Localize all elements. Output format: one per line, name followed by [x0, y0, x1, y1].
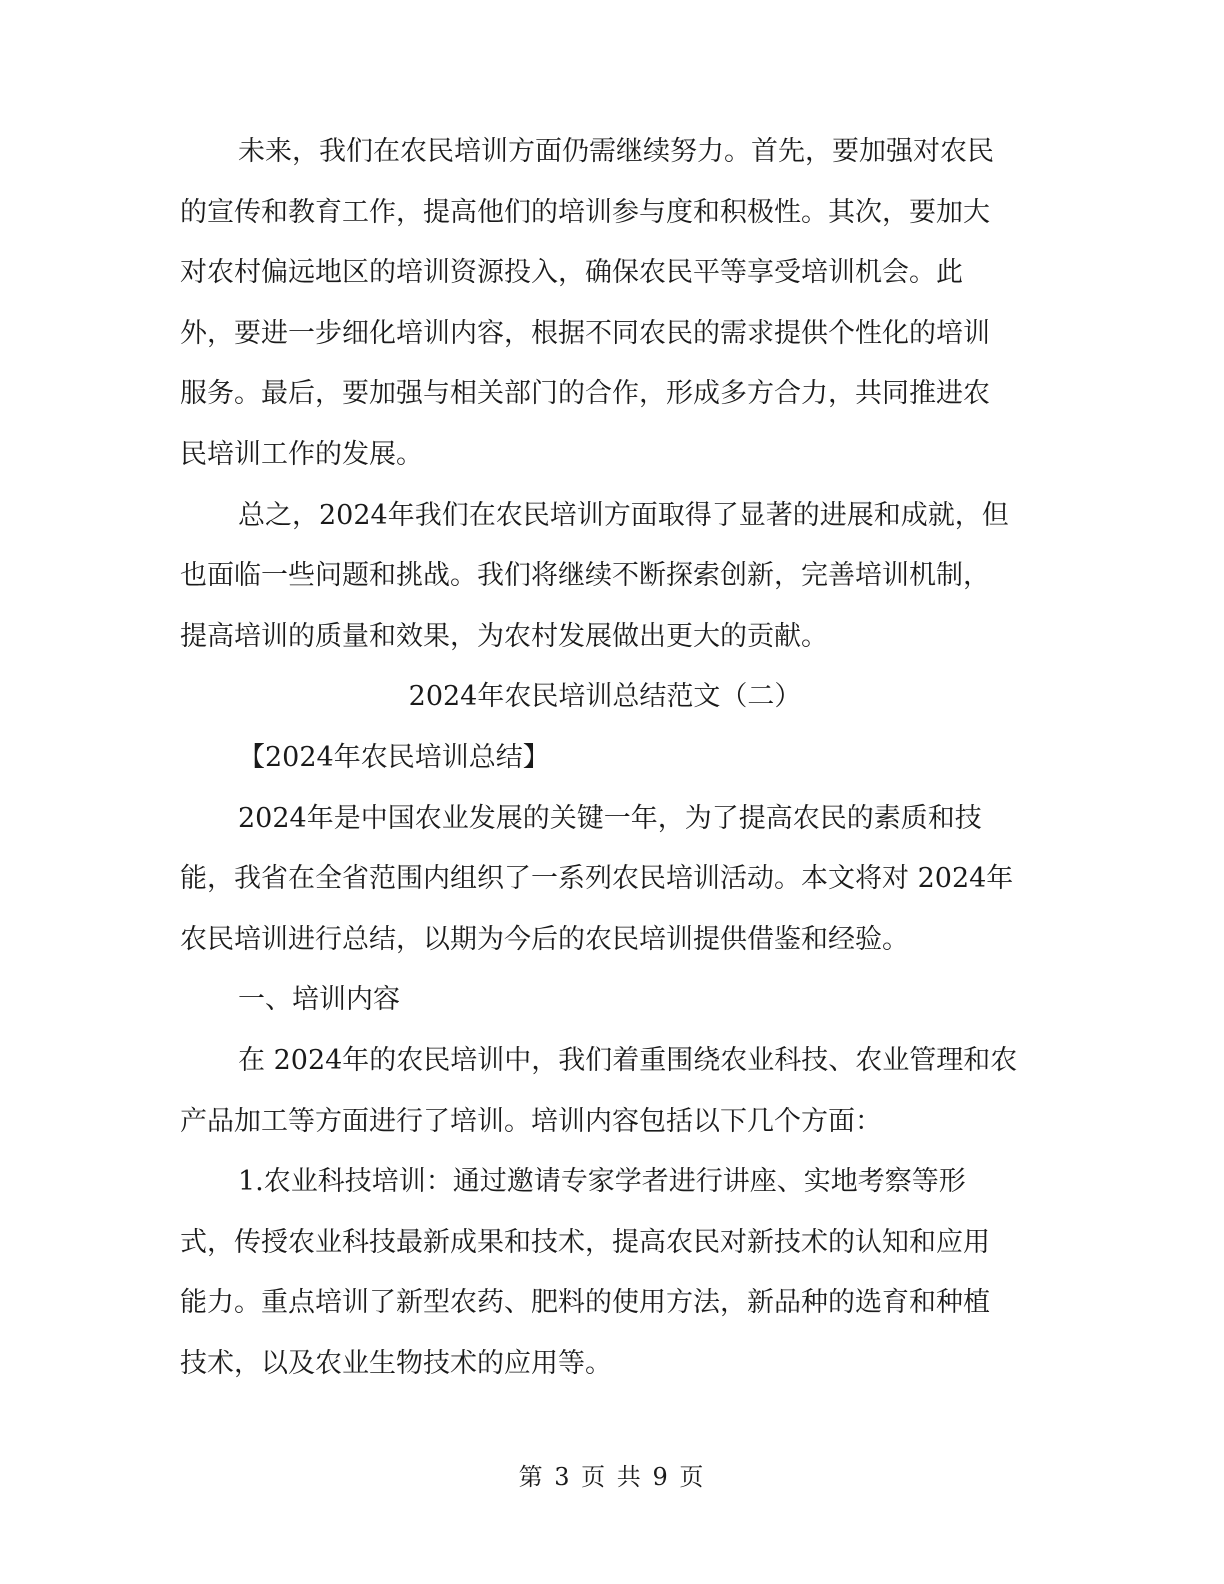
paragraph-line: 技术，以及农业生物技术的应用等。 — [180, 1347, 612, 1379]
subsection-heading: 一、培训内容 — [238, 984, 400, 1016]
paragraph-line: 提高培训的质量和效果，为农村发展做出更大的贡献。 — [180, 620, 828, 652]
paragraph-line: 在 2024年的农民培训中，我们着重围绕农业科技、农业管理和农 — [238, 1044, 1018, 1076]
list-item-line: 1.农业科技培训：通过邀请专家学者进行讲座、实地考察等形 — [238, 1166, 966, 1198]
paragraph-line: 能，我省在全省范围内组织了一系列农民培训活动。本文将对 2024年 — [180, 863, 1014, 895]
paragraph-line: 服务。最后，要加强与相关部门的合作，形成多方合力，共同推进农 — [180, 378, 990, 410]
paragraph-line: 民培训工作的发展。 — [180, 438, 423, 470]
paragraph-line: 式，传授农业科技最新成果和技术，提高农民对新技术的认知和应用 — [180, 1226, 990, 1258]
section-subtitle: 【2024年农民培训总结】 — [238, 741, 550, 773]
paragraph-line: 2024年是中国农业发展的关键一年，为了提高农民的素质和技 — [238, 802, 982, 834]
section-title: 2024年农民培训总结范文（二） — [408, 681, 802, 713]
page-number-footer: 第 3 页 共 9 页 — [518, 1463, 706, 1491]
paragraph-line: 能力。重点培训了新型农药、肥料的使用方法，新品种的选育和种植 — [180, 1287, 990, 1319]
paragraph-line: 农民培训进行总结，以期为今后的农民培训提供借鉴和经验。 — [180, 923, 909, 955]
paragraph-line: 对农村偏远地区的培训资源投入，确保农民平等享受培训机会。此 — [180, 257, 963, 289]
paragraph-line: 产品加工等方面进行了培训。培训内容包括以下几个方面： — [180, 1105, 882, 1137]
paragraph-line: 外，要进一步细化培训内容，根据不同农民的需求提供个性化的培训 — [180, 317, 990, 349]
document-body — [180, 122, 1030, 1394]
paragraph-line: 未来，我们在农民培训方面仍需继续努力。首先，要加强对农民 — [238, 136, 994, 167]
paragraph-line: 的宣传和教育工作，提高他们的培训参与度和积极性。其次，要加大 — [180, 196, 990, 228]
paragraph-line: 总之，2024年我们在农民培训方面取得了显著的进展和成就，但 — [238, 499, 1009, 531]
paragraph-line: 也面临一些问题和挑战。我们将继续不断探索创新，完善培训机制， — [180, 560, 990, 592]
